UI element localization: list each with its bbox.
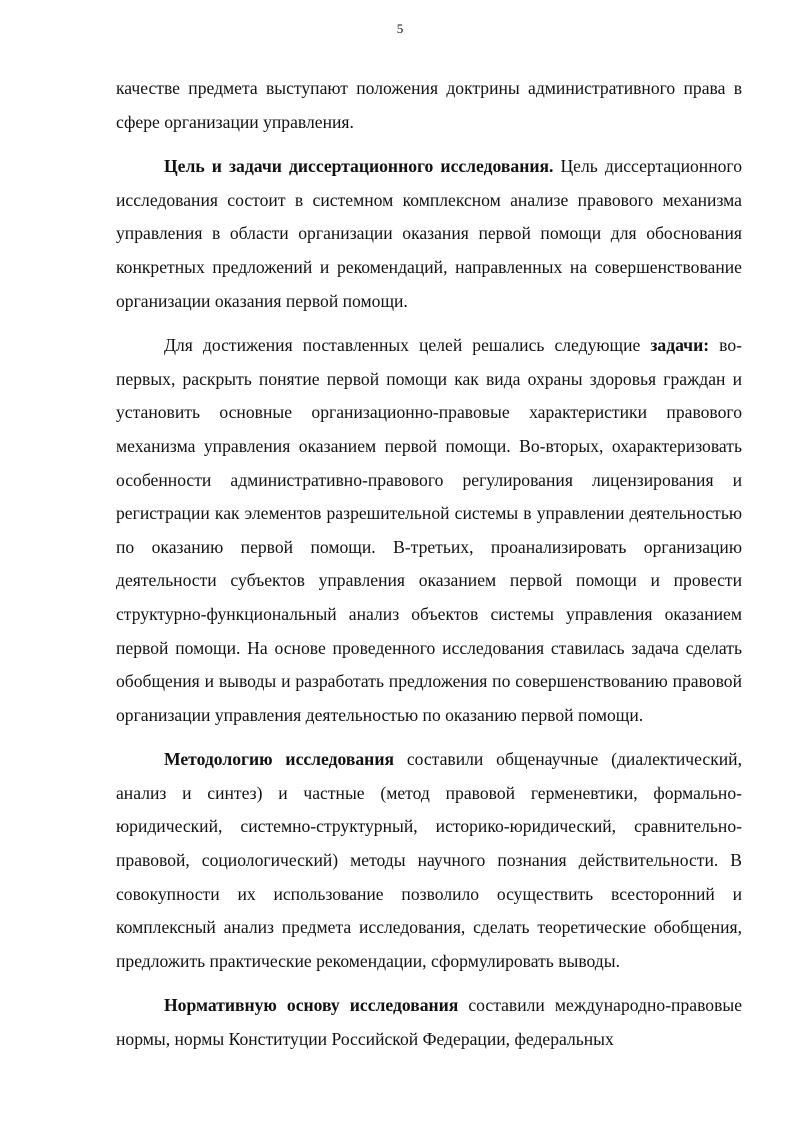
paragraph-text: составили международно-правовые нормы, нормы Конституции Российской Федерации, федеральных — [116, 995, 743, 1050]
paragraph-normative-basis — [116, 989, 742, 1056]
paragraph-text: Для достижения поставленных целей решались следующие — [164, 335, 651, 356]
paragraph-text: во-первых, раскрыть понятие первой помощи как вида охраны здоровья граждан и установить основные организационно-правовые характеристики правового механизма управления оказанием первой помощи. Во-вторых, охарактеризовать особенности административно-правового регулирования лицензирования и регистрации как элементов разрешительной системы в управлении деятельностью по оказанию первой помощи. В-третьих, проанализировать организацию деятельности субъектов управления оказанием первой помощи и провести структурно-функциональный анализ объектов системы управления оказанием первой помощи. На основе проведенного исследования ставилась задача сделать обобщения и выводы и разработать предложения по совершенствованию правовой организации управления деятельностью по оказанию первой помощи. — [116, 335, 742, 725]
paragraph-text: Цель диссертационного исследования состоит в системном комплексном анализе правового механизма управления в области организации оказания первой помощи для обоснования конкретных предложений и рекомендаций, направленных на совершенствование организации оказания первой помощи. — [116, 156, 742, 311]
paragraph-text: качестве предмета выступают положения доктрины административного права в сфере организации управления. — [116, 78, 742, 132]
paragraph-text: составили общенаучные (диалектический, анализ и синтез) и частные (метод правовой герменевтики, формально-юридический, системно-структурный, историко-юридический, сравнительно-правовой, социологический) методы научного познания действительности. В совокупности их использование позволило осуществить всесторонний и комплексный анализ предмета исследования, сделать теоретические обобщения, предложить практические рекомендации, сформулировать выводы. — [116, 749, 742, 971]
document-body — [116, 72, 742, 1057]
keyword-tasks: задачи: — [650, 335, 710, 356]
paragraph-goals — [116, 150, 742, 318]
page-number: 5 — [396, 21, 404, 36]
section-heading-methodology: Методологию исследования — [164, 749, 394, 770]
paragraph-methodology — [116, 743, 742, 978]
section-heading-normative-basis: Нормативную основу исследования — [164, 995, 459, 1016]
paragraph-tasks — [116, 329, 742, 732]
section-heading-goals: Цель и задачи диссертационного исследования. — [164, 156, 554, 177]
paragraph-subject-continuation — [116, 72, 742, 139]
